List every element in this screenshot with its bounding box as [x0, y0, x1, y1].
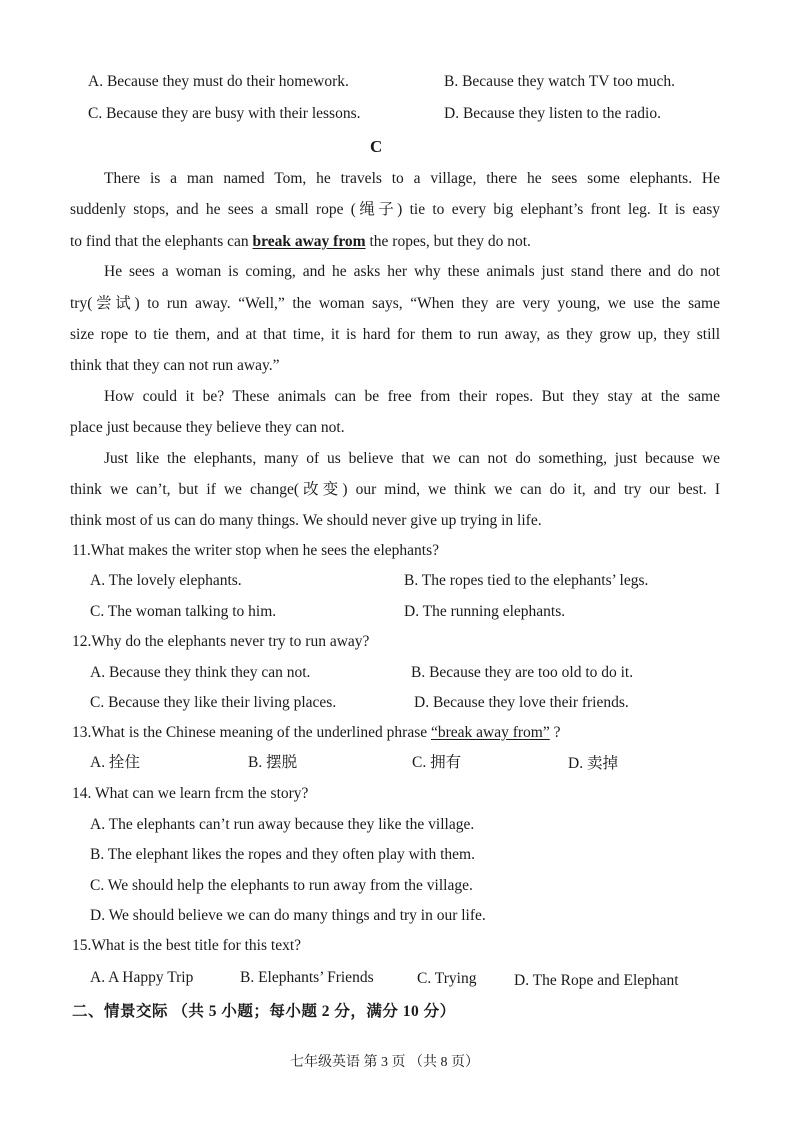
question-12-option-c: C. Because they like their living places.: [90, 694, 337, 711]
line-text: the ropes, but they do not.: [365, 233, 531, 250]
paragraph-2-line-1: He sees a woman is coming, and he asks her why these animals just stand there and do not: [104, 263, 720, 280]
question-14-option-d: D. We should believe we can do many things and try in our life.: [90, 907, 486, 924]
question-14-option-a: A. The elephants can’t run away because they like the village.: [90, 816, 475, 833]
prev-option-d: D. Because they listen to the radio.: [444, 105, 661, 122]
question-11-stem: 11.What makes the writer stop when he sees the elephants?: [72, 542, 439, 559]
question-14-stem: 14. What can we learn frcm the story?: [72, 785, 309, 802]
question-15-option-a: A. A Happy Trip: [90, 969, 194, 986]
paragraph-4-line-3: think most of us can do many things. We should never give up trying in life.: [70, 512, 542, 529]
question-11-option-c: C. The woman talking to him.: [90, 603, 277, 620]
page-footer: 七年级英语 第 3 页 （共 8 页）: [290, 1055, 479, 1070]
paragraph-4-line-1: Just like the elephants, many of us believe that we can not do something, just because we: [104, 450, 720, 467]
line-text: to find that the elephants can: [70, 233, 253, 250]
question-12-stem: 12.Why do the elephants never try to run away?: [72, 633, 370, 650]
underlined-phrase-quote: “break away from”: [430, 724, 550, 741]
paragraph-1-line-2: suddenly stops, and he sees a small rope (绳子) tie to every big elephant’s front leg. It is easy: [70, 201, 720, 218]
paragraph-4-line-2: think we can’t, but if we change(改变) our mind, we think we can do it, and try our best. I: [70, 481, 720, 498]
question-15-stem: 15.What is the best title for this text?: [72, 937, 302, 954]
paragraph-2-line-4: think that they can not run away.”: [70, 357, 280, 374]
prev-option-c: C. Because they are busy with their lessons.: [88, 105, 361, 122]
paragraph-3-line-1: How could it be? These animals can be free from their ropes. But they stay at the same: [104, 388, 720, 405]
question-13-option-b: B. 摆脱: [248, 754, 298, 771]
question-13-option-a: A. 拴住: [90, 754, 140, 771]
paragraph-3-line-2: place just because they believe they can not.: [70, 419, 345, 436]
question-14-option-b: B. The elephant likes the ropes and they often play with them.: [90, 846, 475, 863]
question-15-option-c: C. Trying: [417, 970, 477, 987]
question-12-option-a: A. Because they think they can not.: [90, 664, 311, 681]
section-two-heading: 二、情景交际 （共 5 小题；每小题 2 分，满分 10 分）: [72, 1003, 456, 1020]
stem-text: 13.What is the Chinese meaning of the underlined phrase: [72, 724, 431, 741]
question-15-option-b: B. Elephants’ Friends: [240, 969, 374, 986]
passage-heading: C: [370, 137, 383, 156]
prev-option-b: B. Because they watch TV too much.: [444, 73, 676, 90]
question-13-option-d: D. 卖掉: [568, 755, 618, 772]
question-11-option-a: A. The lovely elephants.: [90, 572, 242, 589]
underlined-phrase: break away from: [252, 233, 366, 250]
question-11-option-b: B. The ropes tied to the elephants’ legs.: [404, 572, 649, 589]
question-12-option-b: B. Because they are too old to do it.: [411, 664, 634, 681]
paragraph-1-line-1: There is a man named Tom, he travels to a village, there he sees some elephants. He: [104, 170, 720, 187]
paragraph-2-line-2: try(尝试) to run away. “Well,” the woman says, “When they are very young, we use the same: [70, 295, 720, 312]
question-13-option-c: C. 拥有: [412, 754, 462, 771]
question-13-stem: [72, 723, 561, 743]
question-12-option-d: D. Because they love their friends.: [414, 694, 629, 711]
question-11-option-d: D. The running elephants.: [404, 603, 566, 620]
paragraph-1-line-3: [70, 232, 531, 252]
stem-text: ?: [549, 724, 561, 741]
question-15-option-d: D. The Rope and Elephant: [514, 972, 679, 989]
question-14-option-c: C. We should help the elephants to run away from the village.: [90, 877, 473, 894]
paragraph-2-line-3: size rope to tie them, and at that time, it is hard for them to run away, as they grow up, they still: [70, 326, 720, 343]
prev-option-a: A. Because they must do their homework.: [88, 73, 349, 90]
